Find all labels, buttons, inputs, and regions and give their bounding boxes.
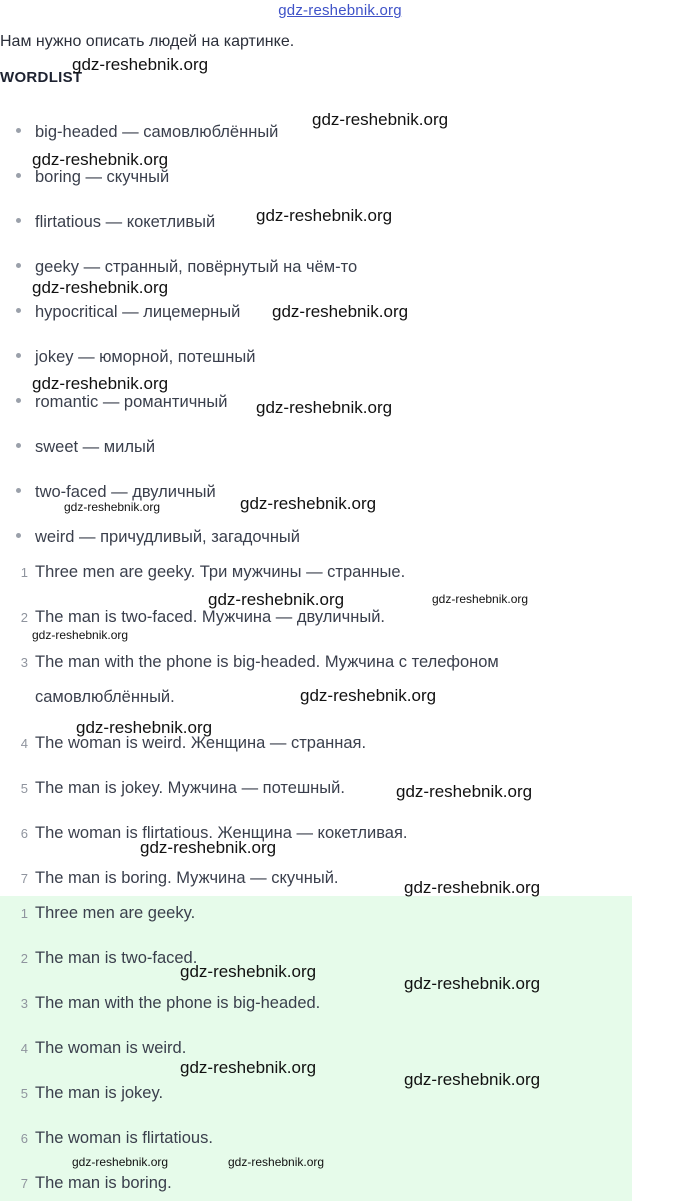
answer-item — [0, 994, 320, 1013]
translation-text: Three men are geeky. Три мужчины — странные. — [35, 563, 406, 581]
answer-item — [0, 949, 197, 968]
watermark: gdz-reshebnik.org — [404, 878, 541, 897]
translation-text: The man with the phone is big-headed. Мужчина с телефоном — [35, 653, 499, 671]
watermark: gdz-reshebnik.org — [32, 374, 169, 393]
item-number: 3 — [20, 996, 28, 1011]
watermark: gdz-reshebnik.org — [240, 494, 377, 513]
item-number: 1 — [20, 906, 28, 921]
item-number: 6 — [20, 1131, 28, 1146]
wordlist-item-text: jokey — юморной, потешный — [35, 348, 256, 366]
wordlist-item-text: hypocritical — лицемерный — [35, 303, 241, 321]
answer-text: The man is boring. — [35, 1174, 172, 1192]
item-number: 4 — [20, 1041, 28, 1056]
watermark: gdz-reshebnik.org — [404, 1070, 541, 1089]
wordlist-item-text: flirtatious — кокетливый — [35, 213, 216, 231]
translation-item — [0, 608, 385, 627]
item-number: 6 — [20, 826, 28, 841]
answer-text: The woman is weird. — [35, 1039, 187, 1057]
bullet-icon — [16, 218, 21, 223]
watermark: gdz-reshebnik.org — [256, 398, 393, 417]
item-number: 5 — [20, 781, 28, 796]
watermark: gdz-reshebnik.org — [180, 962, 317, 981]
bullet-icon — [16, 398, 21, 403]
translation-item-continued — [0, 688, 175, 707]
site-header-link[interactable]: gdz-reshebnik.org — [278, 2, 402, 19]
translation-item — [0, 869, 339, 888]
intro-text: Нам нужно описать людей на картинке. — [0, 33, 295, 50]
bullet-icon — [16, 353, 21, 358]
watermark: gdz-reshebnik.org — [312, 110, 449, 129]
wordlist-item — [16, 348, 255, 367]
wordlist-item-text: geeky — странный, повёрнутый на чём-то — [35, 258, 358, 276]
answer-item — [0, 1084, 163, 1103]
watermark: gdz-reshebnik.org — [72, 1155, 169, 1169]
answer-text: Three men are geeky. — [35, 904, 196, 922]
answer-text: The man is two-faced. — [35, 949, 198, 967]
wordlist-item-text: sweet — милый — [35, 438, 156, 456]
item-number: 3 — [20, 655, 28, 670]
translation-text: The woman is weird. Женщина — странная. — [35, 734, 367, 752]
translation-text: самовлюблённый. — [35, 688, 175, 706]
bullet-icon — [16, 488, 21, 493]
translation-text: The man is jokey. Мужчина — потешный. — [35, 779, 345, 797]
watermark: gdz-reshebnik.org — [272, 302, 409, 321]
watermark: gdz-reshebnik.org — [72, 55, 209, 74]
watermark: gdz-reshebnik.org — [64, 500, 161, 514]
item-number: 2 — [20, 951, 28, 966]
answer-text: The woman is flirtatious. — [35, 1129, 213, 1147]
answer-item — [0, 1174, 172, 1193]
bullet-icon — [16, 128, 21, 133]
item-number: 7 — [20, 1176, 28, 1191]
watermark: gdz-reshebnik.org — [32, 628, 129, 642]
wordlist-item-text: weird — причудливый, загадочный — [35, 528, 301, 546]
wordlist-heading: WORDLIST — [0, 69, 83, 86]
wordlist-item-text: boring — скучный — [35, 168, 170, 186]
translation-item — [0, 563, 405, 582]
translation-text: The woman is flirtatious. Женщина — кокетливая. — [35, 824, 408, 842]
wordlist-item — [16, 438, 155, 457]
watermark: gdz-reshebnik.org — [180, 1058, 317, 1077]
watermark: gdz-reshebnik.org — [300, 686, 437, 705]
wordlist-item — [16, 168, 169, 187]
translation-text: The man is boring. Мужчина — скучный. — [35, 869, 339, 887]
watermark: gdz-reshebnik.org — [396, 782, 533, 801]
answer-text: The man is jokey. — [35, 1084, 164, 1102]
wordlist-item — [16, 303, 240, 322]
wordlist-item — [16, 123, 278, 142]
watermark: gdz-reshebnik.org — [32, 278, 169, 297]
watermark: gdz-reshebnik.org — [432, 592, 529, 606]
answer-item — [0, 904, 195, 923]
bullet-icon — [16, 308, 21, 313]
watermark: gdz-reshebnik.org — [76, 718, 213, 737]
wordlist-item-text: big-headed — самовлюблённый — [35, 123, 279, 141]
watermark: gdz-reshebnik.org — [140, 838, 277, 857]
translation-item — [0, 653, 499, 672]
wordlist-item-text: romantic — романтичный — [35, 393, 228, 411]
watermark: gdz-reshebnik.org — [228, 1155, 325, 1169]
answer-item — [0, 1039, 186, 1058]
wordlist-item — [16, 528, 300, 547]
wordlist-item — [16, 258, 357, 277]
answer-item — [0, 1129, 213, 1148]
watermark: gdz-reshebnik.org — [208, 590, 345, 609]
item-number: 1 — [20, 565, 28, 580]
translation-text: The man is two-faced. Мужчина — двуличный. — [35, 608, 386, 626]
bullet-icon — [16, 263, 21, 268]
item-number: 4 — [20, 736, 28, 751]
translation-item — [0, 779, 345, 798]
watermark: gdz-reshebnik.org — [256, 206, 393, 225]
wordlist-item-text: two-faced — двуличный — [35, 483, 216, 501]
bullet-icon — [16, 173, 21, 178]
bullet-icon — [16, 443, 21, 448]
answer-text: The man with the phone is big-headed. — [35, 994, 321, 1012]
wordlist-item — [16, 393, 227, 412]
bullet-icon — [16, 533, 21, 538]
wordlist-item — [16, 213, 215, 232]
item-number: 5 — [20, 1086, 28, 1101]
item-number: 2 — [20, 610, 28, 625]
watermark: gdz-reshebnik.org — [404, 974, 541, 993]
item-number: 7 — [20, 871, 28, 886]
watermark: gdz-reshebnik.org — [32, 150, 169, 169]
